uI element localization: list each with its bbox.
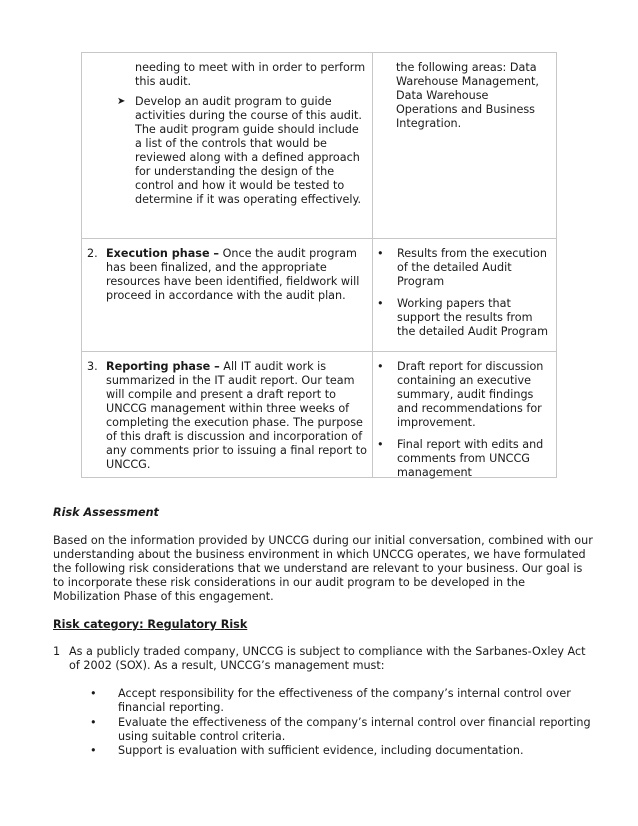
management-bullet-2: Evaluate the effectiveness of the company’s internal control over financial reporting using suitable control criteria. xyxy=(118,716,591,743)
arrow-bullet-icon: ➤ xyxy=(117,96,126,107)
bullet-icon: • xyxy=(377,438,384,451)
row1-continued-text: needing to meet with in order to perform this audit. xyxy=(135,61,366,88)
table-border-top xyxy=(81,52,557,53)
row3-bullet-1-text: Draft report for discussion containing an executive summary, audit findings and recommendations for improvement. xyxy=(397,360,544,429)
management-bullet-3: Support is evaluation with sufficient evidence, including documentation. xyxy=(118,744,524,757)
row1-left-continued-text xyxy=(135,61,367,89)
bullet-icon: • xyxy=(90,716,97,729)
table-border-left xyxy=(81,52,82,478)
row3-number: 3. xyxy=(87,360,98,373)
row2-left-cell xyxy=(87,247,367,303)
row1-right-text: the following areas: Data Warehouse Management, Data Warehouse Operations and Business Integration. xyxy=(396,61,539,130)
row3-left-cell xyxy=(87,360,367,472)
bullet-icon: • xyxy=(377,360,384,373)
item-number: 1 xyxy=(53,645,61,658)
row3-bullet-2-text: Final report with edits and comments from UNCCG management xyxy=(397,438,544,479)
risk-assessment-paragraph: Based on the information provided by UNCCG during our initial conversation, combined with our understanding about the business environment in which UNCCG operates, we have formulated the following risk considerations that we understand are relevant to your business. Our goal is to incorporate these risk considerations in our audit program to be developed in the Mobilization Phase of this engagement. xyxy=(53,534,593,603)
row1-right-cell xyxy=(396,61,552,131)
row1-bullet-text: Develop an audit program to guide activities during the course of this audit. The audit program guide should include a list of the controls that would be reviewed along with a defined approach for understanding the design of the control and how it would be tested to determine if it was operating effectively. xyxy=(135,95,362,206)
list-item xyxy=(371,247,553,289)
table-border-right xyxy=(556,52,557,478)
execution-phase-text: Once the audit program has been finalized, and the appropriate resources have been identified, fieldwork will proceed in accordance with the audit plan. xyxy=(106,247,360,302)
reporting-phase-label: Reporting phase – xyxy=(106,360,220,373)
bullet-icon: • xyxy=(90,687,97,700)
row3-right-cell xyxy=(371,360,553,480)
row1-left-bullet xyxy=(109,95,367,207)
audit-phases-table xyxy=(81,52,557,478)
item-text: As a publicly traded company, UNCCG is subject to compliance with the Sarbanes-Oxley Act of 2002 (SOX). As a result, UNCCG’s management must: xyxy=(69,645,586,672)
row2-bullet-2-text: Working papers that support the results from the detailed Audit Program xyxy=(397,297,548,338)
bullet-icon: • xyxy=(377,247,384,260)
row2-number: 2. xyxy=(87,247,98,260)
table-row-divider-1 xyxy=(81,238,557,239)
table-row-divider-2 xyxy=(81,351,557,352)
reporting-phase-text: All IT audit work is summarized in the IT audit report. Our team will compile and present a draft report to UNCCG management within three weeks of completing the execution phase. The purpose of this draft is discussion and incorporation of any comments prior to issuing a final report to UNCCG. xyxy=(106,360,367,471)
execution-phase-label: Execution phase – xyxy=(106,247,220,260)
risk-assessment-heading: Risk Assessment xyxy=(53,506,159,519)
risk-category-heading: Risk category: Regulatory Risk xyxy=(53,618,248,631)
list-item xyxy=(371,438,553,480)
list-item xyxy=(371,297,553,339)
bullet-icon: • xyxy=(90,744,97,757)
row2-bullet-1-text: Results from the execution of the detailed Audit Program xyxy=(397,247,547,288)
management-bullet-1: Accept responsibility for the effectiveness of the company’s internal control over financial reporting. xyxy=(118,687,571,714)
bullet-icon: • xyxy=(377,297,384,310)
list-item xyxy=(371,360,553,430)
row2-right-cell xyxy=(371,247,553,339)
